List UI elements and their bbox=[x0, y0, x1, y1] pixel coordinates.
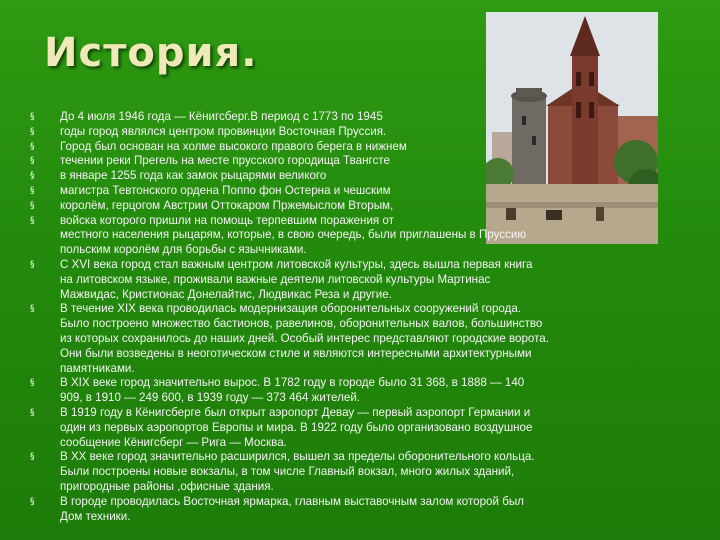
bullet-item bbox=[30, 139, 658, 155]
bullet-item bbox=[30, 154, 658, 169]
bullet-text-line: До 4 июля 1946 года — Кёнигсберг.В период с 1773 по 1945 bbox=[60, 110, 383, 123]
bullet-text-line: В 1919 году в Кёнигсберге был открыт аэропорт Девау — первый аэропорт Германии и bbox=[60, 405, 531, 419]
bullet-item bbox=[30, 450, 658, 494]
bullet-item bbox=[30, 376, 658, 406]
bullet-item bbox=[30, 213, 658, 258]
slide-title: История. bbox=[44, 30, 258, 76]
bullet-marker: § bbox=[30, 126, 35, 137]
bullet-text-line: пригородные районы ,офисные здания. bbox=[60, 479, 274, 493]
bullet-item bbox=[30, 183, 658, 199]
bullet-item bbox=[30, 198, 658, 214]
bullet-item bbox=[30, 494, 658, 525]
history-text-body bbox=[30, 110, 658, 524]
bullet-marker: § bbox=[30, 156, 35, 167]
bullet-item bbox=[30, 110, 658, 125]
bullet-text-line: один из первых аэропортов Европы и мира. В 1922 году было организовано воздушное bbox=[60, 420, 533, 434]
bullet-text-line: годы город являлся центром провинции Восточная Пруссия. bbox=[60, 124, 387, 138]
bullet-text-line: С XVI века город стал важным центром литовской культуры, здесь вышла первая книга bbox=[60, 257, 533, 271]
bullet-marker: § bbox=[30, 171, 35, 182]
bullet-text-line: местного населения рыцарям, которые, в свою очередь, были приглашены в Пруссию bbox=[60, 228, 527, 242]
bullet-text-line: Город был основан на холме высокого правого берега в нижнем bbox=[60, 139, 407, 153]
bullet-text-line: Мажвидас, Кристионас Донелайтис, Людвикас Реза и другие. bbox=[60, 287, 392, 301]
bullet-marker: § bbox=[30, 185, 35, 196]
bullet-text-line: польским королём для борьбы с язычниками. bbox=[60, 243, 307, 257]
bullet-text-line: Они были возведены в неоготическом стиле и являются интересными архитектурными bbox=[60, 346, 532, 360]
bullet-marker: § bbox=[30, 407, 35, 418]
bullet-item bbox=[30, 169, 658, 184]
bullet-text-line: В XIX веке город значительно вырос. В 1782 году в городе было 31 368, в 1888 — 140 bbox=[60, 376, 525, 390]
bullet-text-line: в январе 1255 года как замок рыцарями великого bbox=[60, 169, 327, 183]
bullet-marker: § bbox=[30, 215, 35, 226]
bullet-text-line: магистра Тевтонского ордена Поппо фон Остерна и чешским bbox=[60, 183, 391, 197]
bullet-marker: § bbox=[30, 112, 35, 122]
bullet-marker: § bbox=[30, 378, 35, 389]
bullet-item bbox=[30, 257, 658, 302]
bullet-text-line: Было построено множество бастионов, равелинов, оборонительных валов, большинство bbox=[60, 317, 543, 331]
bullet-text-line: Были построены новые вокзалы, в том числе Главный вокзал, много жилых зданий, bbox=[60, 465, 515, 479]
bullet-text-line: памятниками. bbox=[60, 361, 135, 375]
bullet-text-line: на литовском языке, проживали важные деятели литовской культуры Мартинас bbox=[60, 272, 491, 286]
bullet-marker: § bbox=[30, 259, 35, 270]
bullet-item bbox=[30, 405, 658, 450]
bullet-marker: § bbox=[30, 452, 35, 463]
bullet-text-line: В городе проводилась Восточная ярмарка, главным выставочным залом которой был bbox=[60, 494, 524, 508]
bullet-item bbox=[30, 124, 658, 140]
bullet-text-line: Дом техники. bbox=[60, 509, 131, 523]
bullet-text-line: из которых сохранилось до наших дней. Особый интерес представляют городские ворота. bbox=[60, 331, 549, 345]
bullet-marker: § bbox=[30, 200, 35, 211]
bullet-text-line: В XX веке город значительно расширился, вышел за пределы оборонительного кольца. bbox=[60, 450, 535, 464]
bullet-marker: § bbox=[30, 141, 35, 152]
bullet-text-line: королём, герцогом Австрии Оттокаром Пржемыслом Вторым, bbox=[60, 198, 394, 212]
bullet-text-line: В течение XIX века проводилась модернизация оборонительных сооружений города. bbox=[60, 302, 522, 316]
bullet-text-line: 909, в 1910 — 249 600, в 1939 году — 373 464 жителей. bbox=[60, 391, 361, 405]
bullet-item bbox=[30, 302, 658, 376]
bullet-marker: § bbox=[30, 496, 35, 507]
bullet-text-line: войска которого пришли на помощь терпевшим поражения от bbox=[60, 213, 394, 227]
bullet-marker: § bbox=[30, 304, 35, 315]
bullet-text-line: сообщение Кёнигсберг — Рига — Москва. bbox=[60, 435, 287, 449]
bullet-text-line: течении реки Прегель на месте прусского городища Твангсте bbox=[60, 154, 390, 168]
